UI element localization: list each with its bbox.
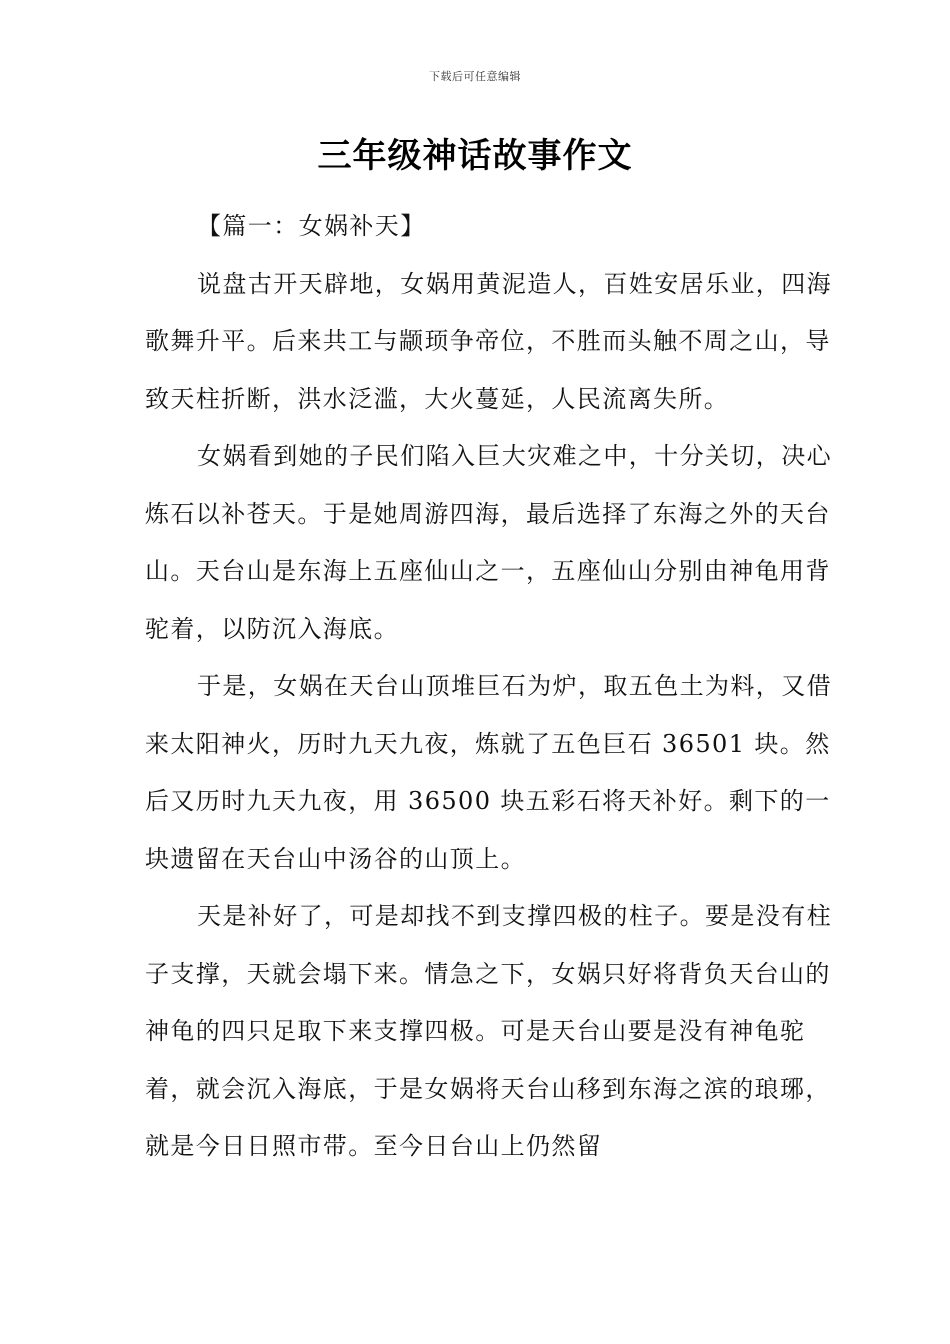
paragraph-4: 天是补好了，可是却找不到支撑四极的柱子。要是没有柱子支撑，天就会塌下来。情急之下，女娲只好将背负天台山的神龟的四只足取下来支撑四极。可是天台山要是没有神龟驼着，就会沉入海底，于是女娲将天台山移到东海之滨的琅琊，就是今日日照市带。至今日台山上仍然留 [145,902,832,1160]
paragraph-3: 于是，女娲在天台山顶堆巨石为炉，取五色土为料，又借来太阳神火，历时九天九夜，炼就了五色巨石 36501 块。然后又历时九天九夜，用 36500 块五彩石将天补好。剩下的一块遗留在天台山中汤谷的山顶上。 [145,672,832,873]
document-title: 三年级神话故事作文 [317,136,633,176]
section-heading: 【篇一：女娲补天】 [197,212,426,240]
paragraph-2: 女娲看到她的子民们陷入巨大灾难之中，十分关切，决心炼石以补苍天。于是她周游四海，最后选择了东海之外的天台山。天台山是东海上五座仙山之一，五座仙山分别由神龟用背驼着，以防沉入海底。 [145,442,832,643]
paragraph-1: 说盘古开天辟地，女娲用黄泥造人，百姓安居乐业，四海歌舞升平。后来共工与颛顼争帝位，不胜而头触不周之山，导致天柱折断，洪水泛滥，大火蔓延，人民流离失所。 [145,269,832,413]
header-note: 下载后可任意编辑 [429,70,521,83]
document-body [145,198,835,1176]
